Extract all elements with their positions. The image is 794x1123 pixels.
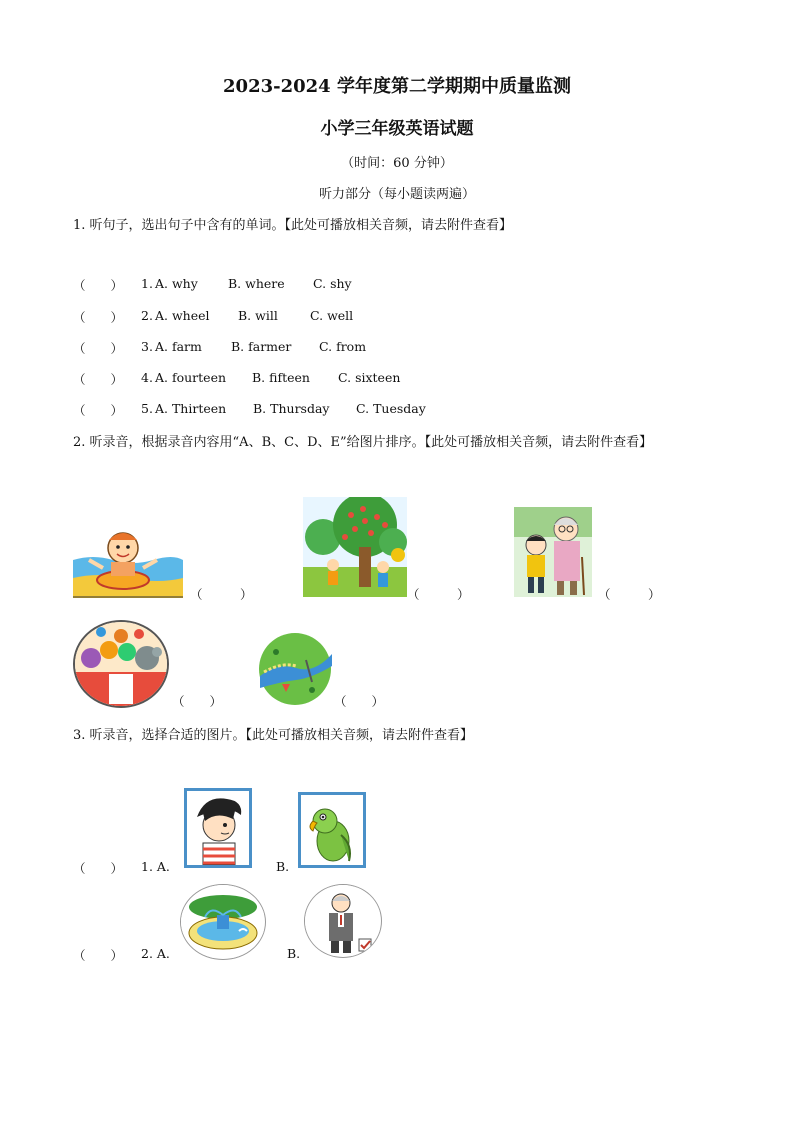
q1-option-a: A. farm [155,339,202,354]
picture-4-bracket[interactable]: （ ） [172,694,223,709]
grandma-child-picture [514,507,592,597]
picture-3-bracket[interactable]: （ ） [598,587,661,602]
q1-option-c: C. well [310,308,354,323]
q1-option-b: B. Thursday [253,401,330,416]
boy-portrait-picture [184,788,252,868]
q2-instruction: 2. 听录音，根据录音内容用“A、B、C、D、E”给图片排序。【此处可播放相关音频，请去附件查看】 [73,435,653,450]
old-man-picture [304,884,382,958]
q1-option-a: A. Thirteen [155,401,227,416]
q1-bracket[interactable]: （ ） [73,278,124,293]
q3-option-a-label: 2. A. [141,946,170,961]
q1-option-c: C. from [319,339,367,354]
q3-bracket[interactable]: （ ） [73,861,124,876]
exam-subtitle: 小学三年级英语试题 [320,119,474,139]
picture-2-bracket[interactable]: （ ） [407,587,470,602]
q1-bracket[interactable]: （ ） [73,310,124,325]
q1-option-a: A. fourteen [155,370,227,385]
picture-1-bracket[interactable]: （ ） [190,587,253,602]
q1-option-b: B. where [228,276,285,291]
river-bridge-picture [256,632,334,706]
q1-num: 2. [141,308,153,323]
section-title: 听力部分（每小题读两遍） [318,187,475,202]
q1-option-b: B. fifteen [252,370,310,385]
girl-swimming-picture [73,520,183,598]
q3-option-b-label: B. [276,859,290,874]
q1-bracket[interactable]: （ ） [73,372,124,387]
q3-instruction: 3. 听录音，选择合适的图片。【此处可播放相关音频，请去附件查看】 [73,728,474,743]
circus-animals-picture [73,620,169,708]
exam-title: 2023-2024 学年度第二学期期中质量监测 [223,76,571,97]
picture-5-bracket[interactable]: （ ） [334,694,385,709]
q1-option-b: B. farmer [231,339,292,354]
q1-option-c: C. shy [313,276,352,291]
q3-option-b-label: B. [287,946,301,961]
q1-bracket[interactable]: （ ） [73,341,124,356]
q1-num: 1. [141,276,153,291]
q1-num: 3. [141,339,153,354]
q3-bracket[interactable]: （ ） [73,948,124,963]
park-fountain-picture [180,884,266,960]
q1-option-c: C. sixteen [338,370,401,385]
q1-option-b: B. will [238,308,278,323]
parrot-picture [298,792,366,868]
q1-instruction: 1. 听句子，选出句子中含有的单词。【此处可播放相关音频，请去附件查看】 [73,218,513,233]
exam-time: （时间：60 分钟） [341,156,453,171]
q1-num: 4. [141,370,153,385]
q3-option-a-label: 1. A. [141,859,170,874]
q1-option-c: C. Tuesday [356,401,426,416]
q1-option-a: A. wheel [155,308,210,323]
q1-option-a: A. why [155,276,198,291]
q1-num: 5. [141,401,153,416]
q1-bracket[interactable]: （ ） [73,403,124,418]
apple-tree-picture [303,497,407,597]
